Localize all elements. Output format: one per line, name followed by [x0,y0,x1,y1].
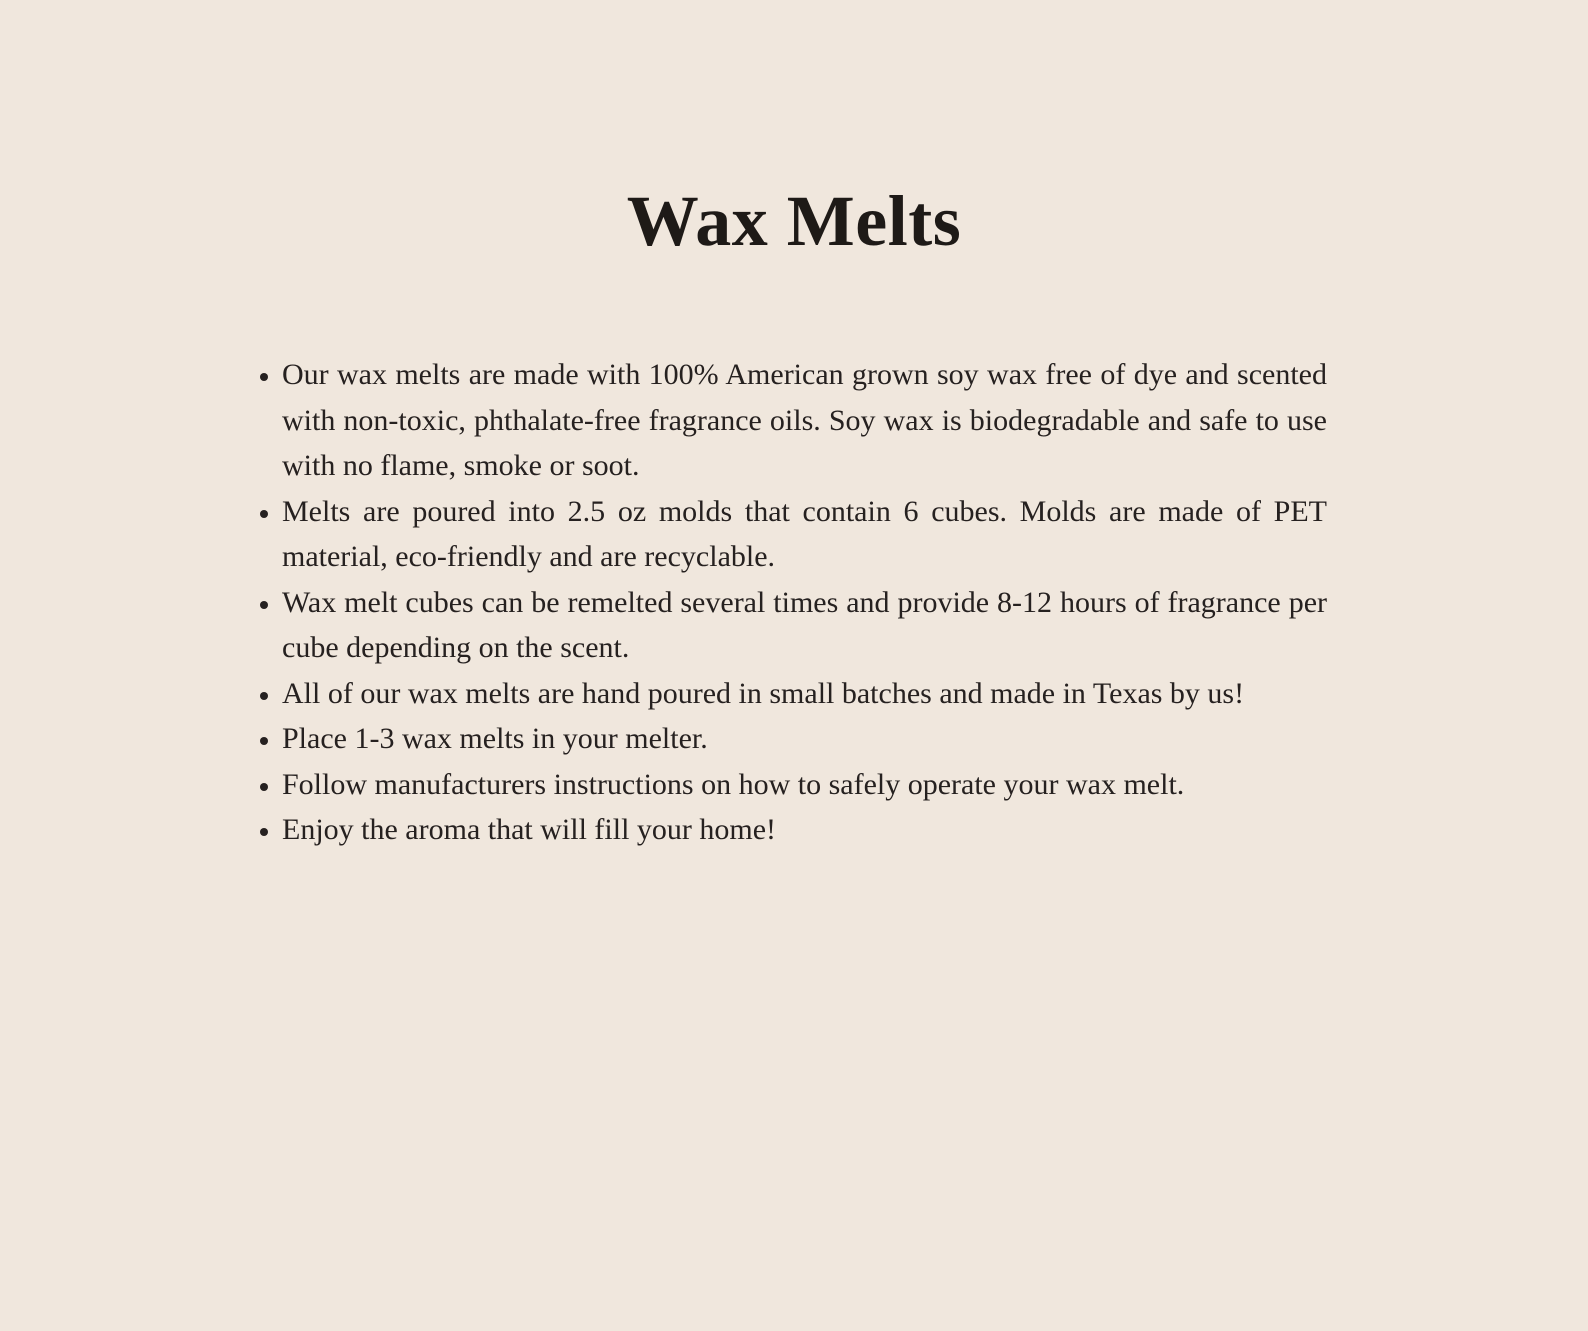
list-item: • Enjoy the aroma that will fill your home! [282,807,1327,853]
list-item: • All of our wax melts are hand poured in small batches and made in Texas by us! [282,671,1327,717]
bullet-list [250,352,1327,853]
list-item: • Melts are poured into 2.5 oz molds that contain 6 cubes. Molds are made of PET material, eco-friendly and are recyclable. [282,489,1327,580]
list-item: • Our wax melts are made with 100% American grown soy wax free of dye and scented with non-toxic, phthalate-free fragrance oils. Soy wax is biodegradable and safe to use with no flame, smoke or soot. [282,352,1327,489]
list-item: • Follow manufacturers instructions on how to safely operate your wax melt. [282,762,1327,808]
page-title: Wax Melts [626,181,962,261]
list-item: • Wax melt cubes can be remelted several times and provide 8-12 hours of fragrance per cube depending on the scent. [282,580,1327,671]
list-item: • Place 1-3 wax melts in your melter. [282,716,1327,762]
